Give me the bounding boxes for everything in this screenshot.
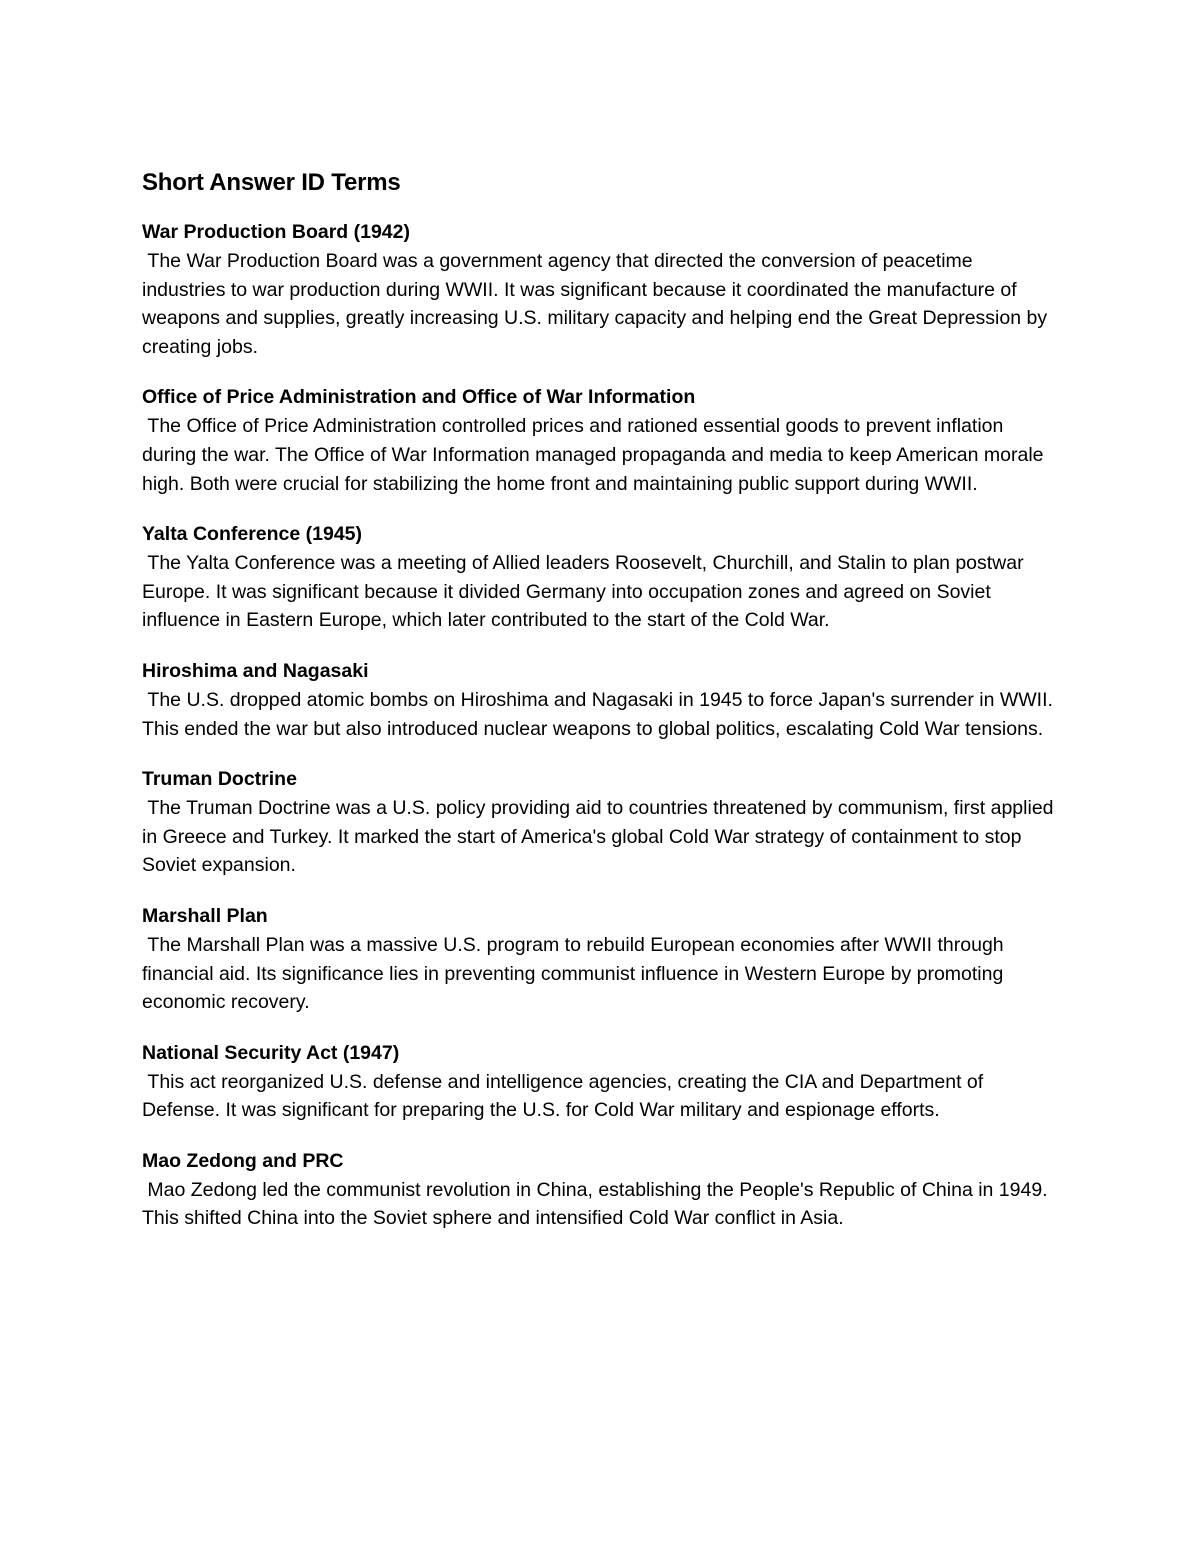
term-description: The Truman Doctrine was a U.S. policy providing aid to countries threatened by communism, first applied in Greece and Turkey. It marked the start of America's global Cold War strategy of containment to stop Soviet expansion. <box>142 797 1059 877</box>
term-entry <box>142 218 1060 361</box>
term-description: The Marshall Plan was a massive U.S. program to rebuild European economies after WWII through financial aid. Its significance lies in preventing communist influence in Western Europe by promoting economic recovery. <box>142 933 1010 1014</box>
term-entry <box>142 1147 1060 1233</box>
term-entry <box>142 520 1060 635</box>
term-description: The U.S. dropped atomic bombs on Hiroshima and Nagasaki in 1945 to force Japan's surrender in WWII. This ended the war but also introduced nuclear weapons to global politics, escalating Cold War tensions. <box>142 688 1058 740</box>
term-entry <box>142 657 1060 743</box>
term-heading: Yalta Conference (1945) <box>142 523 363 546</box>
term-description: This act reorganized U.S. defense and intelligence agencies, creating the CIA and Department of Defense. It was significant for preparing the U.S. for Cold War military and espionage efforts. <box>142 1070 989 1122</box>
term-heading: Mao Zedong and PRC <box>142 1149 344 1172</box>
term-heading: National Security Act (1947) <box>142 1041 400 1064</box>
term-heading: War Production Board (1942) <box>142 221 410 243</box>
document-page <box>142 166 1060 1255</box>
term-description: Mao Zedong led the communist revolution in China, establishing the People's Republic of China in 1949. This shifted China into the Soviet sphere and intensified Cold War conflict in Asia. <box>142 1178 1053 1230</box>
term-heading: Truman Doctrine <box>142 768 297 791</box>
term-entry <box>142 765 1060 880</box>
term-entry <box>142 383 1060 498</box>
term-heading: Office of Price Administration and Office of War Information <box>142 386 696 409</box>
term-heading: Hiroshima and Nagasaki <box>142 659 369 682</box>
term-heading: Marshall Plan <box>142 904 268 927</box>
term-description: The Yalta Conference was a meeting of Allied leaders Roosevelt, Churchill, and Stalin to plan postwar Europe. It was significant because it divided Germany into occupation zones and agreed on Soviet influence in Eastern Europe, which later contributed to the start of the Cold War. <box>142 552 1030 632</box>
term-entry <box>142 902 1060 1017</box>
document-title: Short Answer ID Terms <box>142 169 401 196</box>
term-entry <box>142 1039 1060 1125</box>
term-description: The War Production Board was a government agency that directed the conversion of peacetime industries to war production during WWII. It was significant because it coordinated the manufacture of weapons and supplies, greatly increasing U.S. military capacity and helping end the Great Depression by creating jobs. <box>142 250 1053 358</box>
term-description: The Office of Price Administration controlled prices and rationed essential goods to prevent inflation during the war. The Office of War Information managed propaganda and media to keep American morale high. Both were crucial for stabilizing the home front and maintaining public support during WWII. <box>142 415 1049 495</box>
